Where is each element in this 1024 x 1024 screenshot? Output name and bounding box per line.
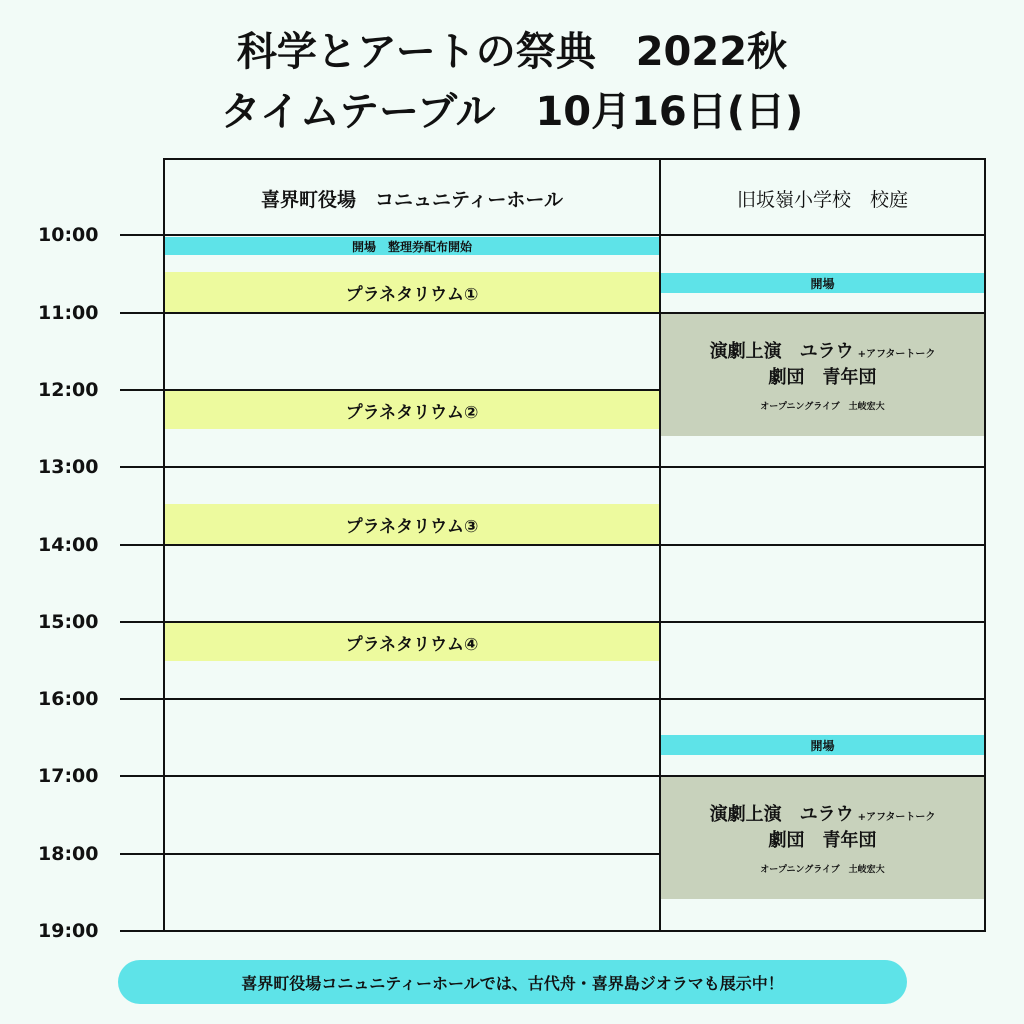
planetarium-1-block: プラネタリウム①: [165, 272, 659, 313]
time-label: 16:00: [38, 688, 99, 710]
time-label: 18:00: [38, 843, 99, 865]
page-title: 科学とアートの祭典 2022秋: [236, 29, 788, 75]
hour-line-12: [120, 389, 661, 391]
page-subtitle: タイムテーブル 10月16日(日): [220, 89, 804, 135]
hour-line-15: [120, 621, 986, 623]
drama-troupe: 劇団 青年団: [768, 367, 877, 389]
drama-title: 演劇上演 ユラウ: [709, 341, 854, 363]
hour-line-11: [120, 312, 986, 314]
hour-line-13: [120, 466, 986, 468]
hour-line-17: [120, 775, 986, 777]
hall-open-block: 開場 整理券配布開始: [165, 237, 659, 255]
hour-line-19: [120, 930, 986, 932]
school-open-block-1: 開場: [661, 273, 984, 293]
time-label: 14:00: [38, 534, 99, 556]
drama-subtitle: +アフタートーク: [857, 812, 936, 824]
drama-title-line: [710, 801, 936, 828]
venue-school-header: 旧坂嶺小学校 校庭: [736, 188, 908, 211]
venue-hall-header: 喜界町役場 コニュニティーホール: [260, 188, 564, 211]
drama-title-line: [710, 338, 936, 365]
hour-line-18: [120, 853, 661, 855]
planetarium-3-block: プラネタリウム③: [165, 504, 659, 545]
hour-line-14: [120, 544, 986, 546]
drama-title: 演劇上演 ユラウ: [709, 804, 854, 826]
drama-troupe: 劇団 青年団: [768, 830, 877, 852]
time-label: 15:00: [38, 611, 99, 633]
time-label: 10:00: [38, 224, 99, 246]
school-open-block-2: 開場: [661, 735, 984, 755]
planetarium-2-block: プラネタリウム②: [165, 391, 659, 429]
drama-block-1: [661, 314, 984, 436]
drama-block-2: [661, 777, 984, 899]
drama-opening-live: オープニングライブ 土岐宏大: [760, 401, 885, 412]
footer-notice: 喜界町役場コニュニティーホールでは、古代舟・喜界島ジオラマも展示中！: [118, 960, 907, 1004]
time-label: 17:00: [38, 765, 99, 787]
drama-opening-live: オープニングライブ 土岐宏大: [760, 864, 885, 875]
hour-line-16: [120, 698, 986, 700]
time-label: 11:00: [38, 302, 99, 324]
planetarium-4-block: プラネタリウム④: [165, 623, 659, 661]
hour-line-10: [120, 234, 986, 236]
drama-subtitle: +アフタートーク: [857, 349, 936, 361]
time-label: 13:00: [38, 456, 99, 478]
time-label: 19:00: [38, 920, 99, 942]
time-label: 12:00: [38, 379, 99, 401]
